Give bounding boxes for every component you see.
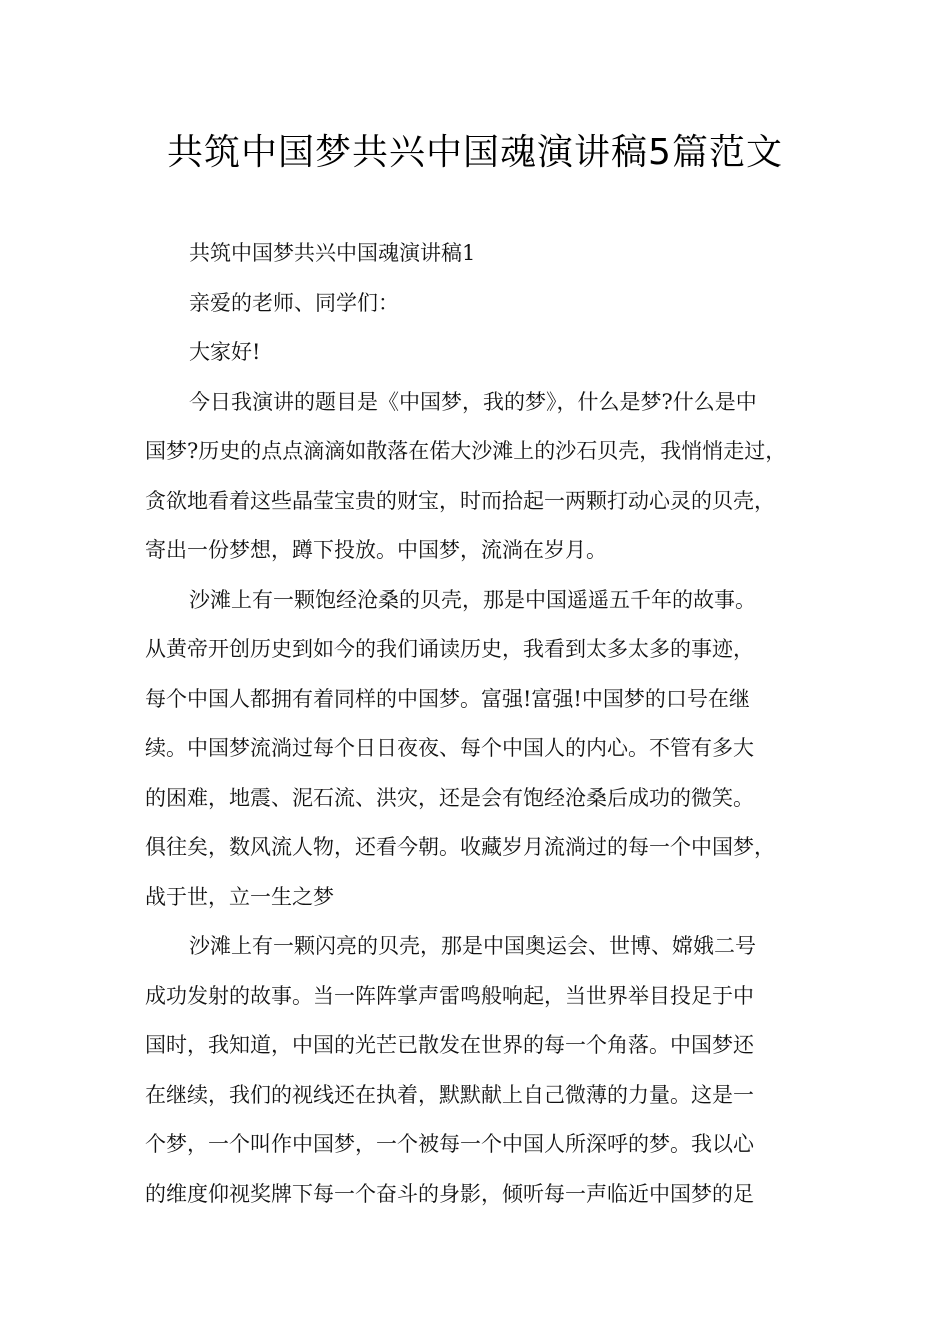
- text-line: 每个中国人都拥有着同样的中国梦。富强!富强!中国梦的口号在继: [145, 686, 750, 711]
- text-line: 亲爱的老师、同学们：: [189, 290, 399, 315]
- text-line: 贪欲地看着这些晶莹宝贵的财宝，时而拾起一两颗打动心灵的贝壳，: [145, 488, 775, 513]
- text-line: 从黄帝开创历史到如今的我们诵读历史，我看到太多太多的事迹，: [145, 637, 754, 661]
- text-line: 今日我演讲的题目是《中国梦，我的梦》，什么是梦?什么是中: [189, 389, 757, 414]
- text-line: 俱往矣，数风流人物，还看今朝。收藏岁月流淌过的每一个中国梦，: [145, 835, 775, 859]
- text-line: 共筑中国梦共兴中国魂演讲稿1: [189, 241, 476, 265]
- text-line: 沙滩上有一颗饱经沧桑的贝壳，那是中国遥遥五千年的故事。: [189, 587, 756, 612]
- document-title: 共筑中国梦共兴中国魂演讲稿5篇范文: [167, 132, 783, 173]
- text-line: 在继续，我们的视线还在执着，默默献上自己微薄的力量。这是一: [145, 1082, 754, 1107]
- text-line: 沙滩上有一颗闪亮的贝壳，那是中国奥运会、世博、嫦娥二号: [189, 934, 756, 958]
- document-body: [145, 229, 825, 1219]
- text-line: 的维度仰视奖牌下每一个奋斗的身影，倾听每一声临近中国梦的足: [145, 1181, 754, 1206]
- text-line: 大家好!: [189, 340, 261, 364]
- text-line: 个梦，一个叫作中国梦，一个被每一个中国人所深呼的梦。我以心: [145, 1132, 754, 1156]
- text-line: 成功发射的故事。当一阵阵掌声雷鸣般响起，当世界举目投足于中: [145, 983, 754, 1008]
- text-line: 续。中国梦流淌过每个日日夜夜、每个中国人的内心。不管有多大: [145, 736, 754, 760]
- text-line: 寄出一份梦想，蹲下投放。中国梦，流淌在岁月。: [145, 538, 607, 562]
- text-line: 国时，我知道，中国的光芒已散发在世界的每一个角落。中国梦还: [145, 1033, 754, 1057]
- text-line: 国梦?历史的点点滴滴如散落在偌大沙滩上的沙石贝壳，我悄悄走过，: [145, 439, 787, 463]
- text-line: 战于世，立一生之梦: [145, 884, 334, 909]
- text-line: 的困难，地震、泥石流、洪灾，还是会有饱经沧桑后成功的微笑。: [145, 785, 754, 810]
